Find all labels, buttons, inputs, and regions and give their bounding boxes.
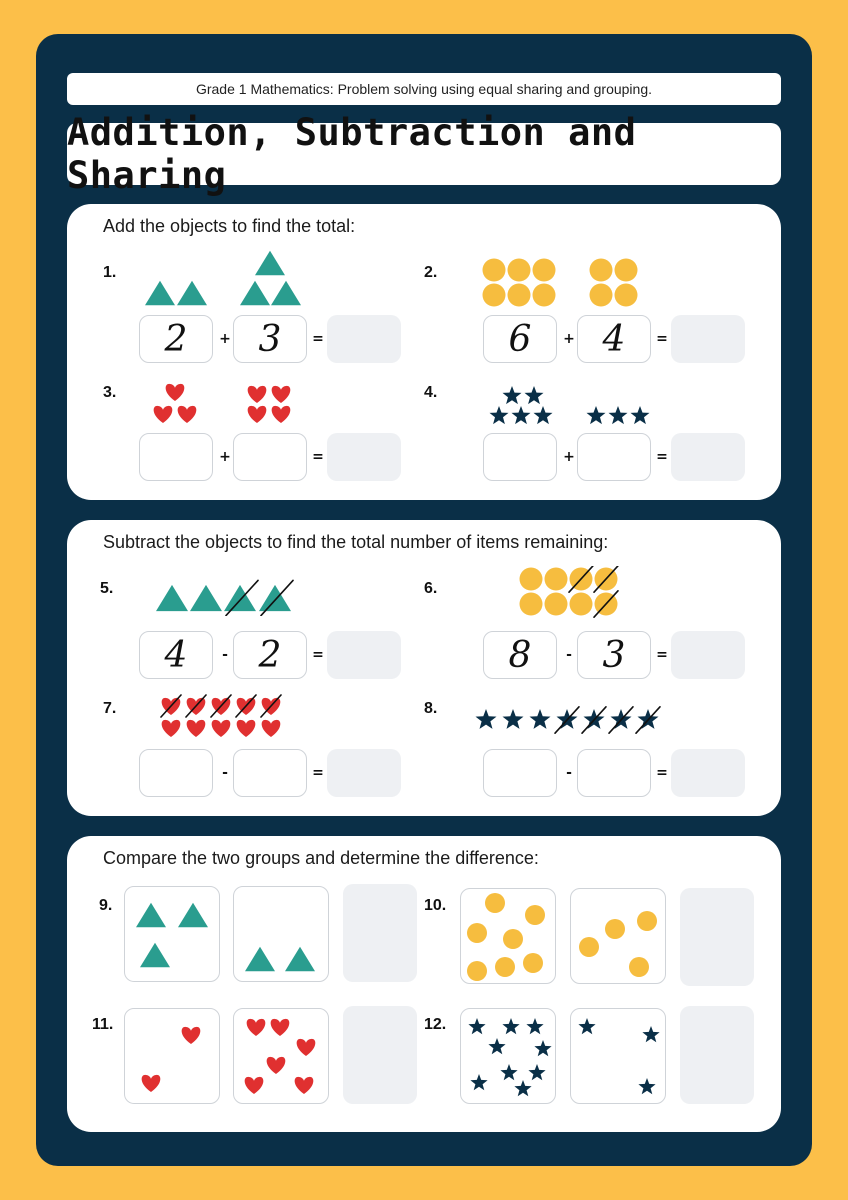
problem-number: 12. [424, 1016, 447, 1033]
compare-10-a-shapes [461, 889, 557, 985]
circle-icon [520, 568, 543, 591]
triangle-icon [240, 281, 270, 306]
answer-box-sum[interactable] [327, 315, 401, 363]
star-icon [512, 406, 531, 424]
answer-box-difference[interactable] [680, 1006, 754, 1104]
compare-group-a [124, 886, 220, 982]
triangle-icon [145, 281, 175, 306]
star-icon [631, 406, 650, 424]
circle-icon [545, 593, 568, 616]
compare-11-b-shapes [234, 1009, 330, 1105]
answer-box-difference[interactable] [671, 749, 745, 797]
heart-icon [245, 1077, 264, 1094]
minus-operator: - [566, 647, 572, 663]
circle-icon [508, 259, 531, 282]
addition-1-shapes [135, 245, 315, 311]
star-icon [638, 1078, 655, 1094]
star-icon [503, 709, 524, 729]
answer-box-addend-1[interactable]: 2 [139, 315, 213, 363]
circle-icon [533, 284, 556, 307]
answer-box-subtrahend[interactable]: 3 [577, 631, 651, 679]
star-icon [500, 1064, 517, 1080]
circle-icon [483, 284, 506, 307]
triangle-icon [156, 585, 188, 611]
circle-icon [579, 937, 599, 957]
heart-icon [182, 1027, 201, 1044]
answer-box-subtrahend[interactable] [233, 749, 307, 797]
problem-number: 1. [103, 264, 117, 281]
circle-icon [467, 923, 487, 943]
problem-number: 11. [92, 1016, 114, 1033]
equals-sign: = [312, 331, 324, 347]
circle-icon [570, 593, 593, 616]
answer-box-addend-2[interactable] [233, 433, 307, 481]
star-icon [503, 386, 522, 404]
addition-2-shapes [480, 256, 650, 308]
compare-group-a [460, 1008, 556, 1104]
compare-9-b-shapes [234, 887, 330, 983]
compare-group-a [460, 888, 556, 984]
addition-instruction: Add the objects to find the total: [103, 216, 356, 236]
circle-icon [520, 593, 543, 616]
answer-box-difference[interactable] [327, 749, 401, 797]
compare-group-b [233, 1008, 329, 1104]
answer-box-addend-2[interactable] [577, 433, 651, 481]
answer-box-subtrahend[interactable] [577, 749, 651, 797]
subtraction-5-shapes [150, 576, 310, 616]
star-icon [502, 1018, 519, 1034]
problem-number: 8. [424, 700, 438, 717]
triangle-icon [255, 251, 285, 276]
circle-icon [533, 259, 556, 282]
answer-box-sum[interactable] [327, 433, 401, 481]
minus-operator: - [566, 765, 572, 781]
heart-icon [267, 1057, 286, 1074]
circle-icon [525, 905, 545, 925]
circle-icon [629, 957, 649, 977]
heart-icon [154, 406, 173, 423]
heart-icon [295, 1077, 314, 1094]
circle-icon [615, 284, 638, 307]
star-icon [587, 406, 606, 424]
circle-icon [483, 259, 506, 282]
compare-12-a-shapes [461, 1009, 557, 1105]
star-icon [476, 709, 497, 729]
triangle-icon [190, 585, 222, 611]
triangle-icon [245, 947, 275, 972]
answer-box-minuend[interactable]: 8 [483, 631, 557, 679]
heart-icon [142, 1075, 161, 1092]
circle-icon [637, 911, 657, 931]
answer-box-difference[interactable] [343, 884, 417, 982]
plus-operator: + [219, 331, 231, 347]
star-icon [530, 709, 551, 729]
problem-number: 6. [424, 580, 438, 597]
plus-operator: + [563, 331, 575, 347]
star-icon [534, 1040, 551, 1056]
plus-operator: + [563, 449, 575, 465]
heart-icon [187, 720, 206, 737]
circle-icon [590, 259, 613, 282]
circle-icon [495, 957, 515, 977]
equals-sign: = [656, 647, 668, 663]
answer-box-difference[interactable] [327, 631, 401, 679]
worksheet-title: Addition, Subtraction and Sharing [67, 123, 781, 185]
heart-icon [248, 386, 267, 403]
star-icon [528, 1064, 545, 1080]
heart-icon [162, 720, 181, 737]
heart-icon [247, 1019, 266, 1036]
star-icon [468, 1018, 485, 1034]
compare-instruction: Compare the two groups and determine the difference: [103, 848, 539, 868]
triangle-icon [136, 903, 166, 928]
problem-number: 3. [103, 384, 117, 401]
answer-box-difference[interactable] [343, 1006, 417, 1104]
problem-number: 5. [100, 580, 114, 597]
star-icon [526, 1018, 543, 1034]
subtraction-6-shapes [516, 566, 626, 618]
answer-box-difference[interactable] [680, 888, 754, 986]
problem-number: 9. [99, 897, 113, 914]
star-icon [525, 386, 544, 404]
compare-10-b-shapes [571, 889, 667, 985]
star-icon [534, 406, 553, 424]
worksheet-subtitle: Grade 1 Mathematics: Problem solving using equal sharing and grouping. [67, 73, 781, 105]
addition-3-shapes [145, 380, 305, 428]
answer-box-addend-2[interactable]: 4 [577, 315, 651, 363]
triangle-icon [285, 947, 315, 972]
subtraction-instruction: Subtract the objects to find the total number of items remaining: [103, 532, 609, 552]
star-icon [488, 1038, 505, 1054]
problem-number: 4. [424, 384, 438, 401]
compare-group-b [570, 1008, 666, 1104]
equals-sign: = [656, 449, 668, 465]
star-icon [490, 406, 509, 424]
heart-icon [272, 386, 291, 403]
heart-icon [178, 406, 197, 423]
equals-sign: = [312, 765, 324, 781]
equals-sign: = [656, 331, 668, 347]
compare-group-a [124, 1008, 220, 1104]
circle-icon [590, 284, 613, 307]
circle-icon [508, 284, 531, 307]
answer-box-sum[interactable] [671, 315, 745, 363]
triangle-icon [178, 903, 208, 928]
compare-12-b-shapes [571, 1009, 667, 1105]
compare-group-b [570, 888, 666, 984]
heart-icon [237, 720, 256, 737]
equals-sign: = [656, 765, 668, 781]
plus-operator: + [219, 449, 231, 465]
answer-box-difference[interactable] [671, 631, 745, 679]
minus-operator: - [222, 647, 228, 663]
triangle-icon [271, 281, 301, 306]
minus-operator: - [222, 765, 228, 781]
answer-box-minuend[interactable]: 4 [139, 631, 213, 679]
answer-box-addend-2[interactable]: 3 [233, 315, 307, 363]
answer-box-minuend[interactable] [483, 749, 557, 797]
circle-icon [467, 961, 487, 981]
heart-icon [248, 406, 267, 423]
problem-number: 2. [424, 264, 438, 281]
heart-icon [262, 720, 281, 737]
subtraction-8-shapes [472, 698, 672, 740]
subtraction-7-shapes [156, 694, 292, 742]
circle-icon [605, 919, 625, 939]
answer-box-sum[interactable] [671, 433, 745, 481]
answer-box-addend-1[interactable] [483, 433, 557, 481]
answer-box-minuend[interactable] [139, 749, 213, 797]
triangle-icon [140, 943, 170, 968]
compare-group-b [233, 886, 329, 982]
heart-icon [166, 384, 185, 401]
heart-icon [297, 1039, 316, 1056]
circle-icon [485, 893, 505, 913]
circle-icon [523, 953, 543, 973]
answer-box-addend-1[interactable] [139, 433, 213, 481]
problem-number: 7. [103, 700, 117, 717]
heart-icon [212, 720, 231, 737]
circle-icon [545, 568, 568, 591]
equals-sign: = [312, 449, 324, 465]
circle-icon [503, 929, 523, 949]
star-icon [514, 1080, 531, 1096]
star-icon [470, 1074, 487, 1090]
circle-icon [615, 259, 638, 282]
star-icon [609, 406, 628, 424]
problem-number: 10. [424, 897, 447, 914]
compare-9-a-shapes [125, 887, 221, 983]
compare-11-a-shapes [125, 1009, 221, 1105]
equals-sign: = [312, 647, 324, 663]
heart-icon [271, 1019, 290, 1036]
answer-box-subtrahend[interactable]: 2 [233, 631, 307, 679]
triangle-icon [177, 281, 207, 306]
star-icon [642, 1026, 659, 1042]
heart-icon [272, 406, 291, 423]
addition-4-shapes [484, 382, 664, 430]
star-icon [578, 1018, 595, 1034]
answer-box-addend-1[interactable]: 6 [483, 315, 557, 363]
